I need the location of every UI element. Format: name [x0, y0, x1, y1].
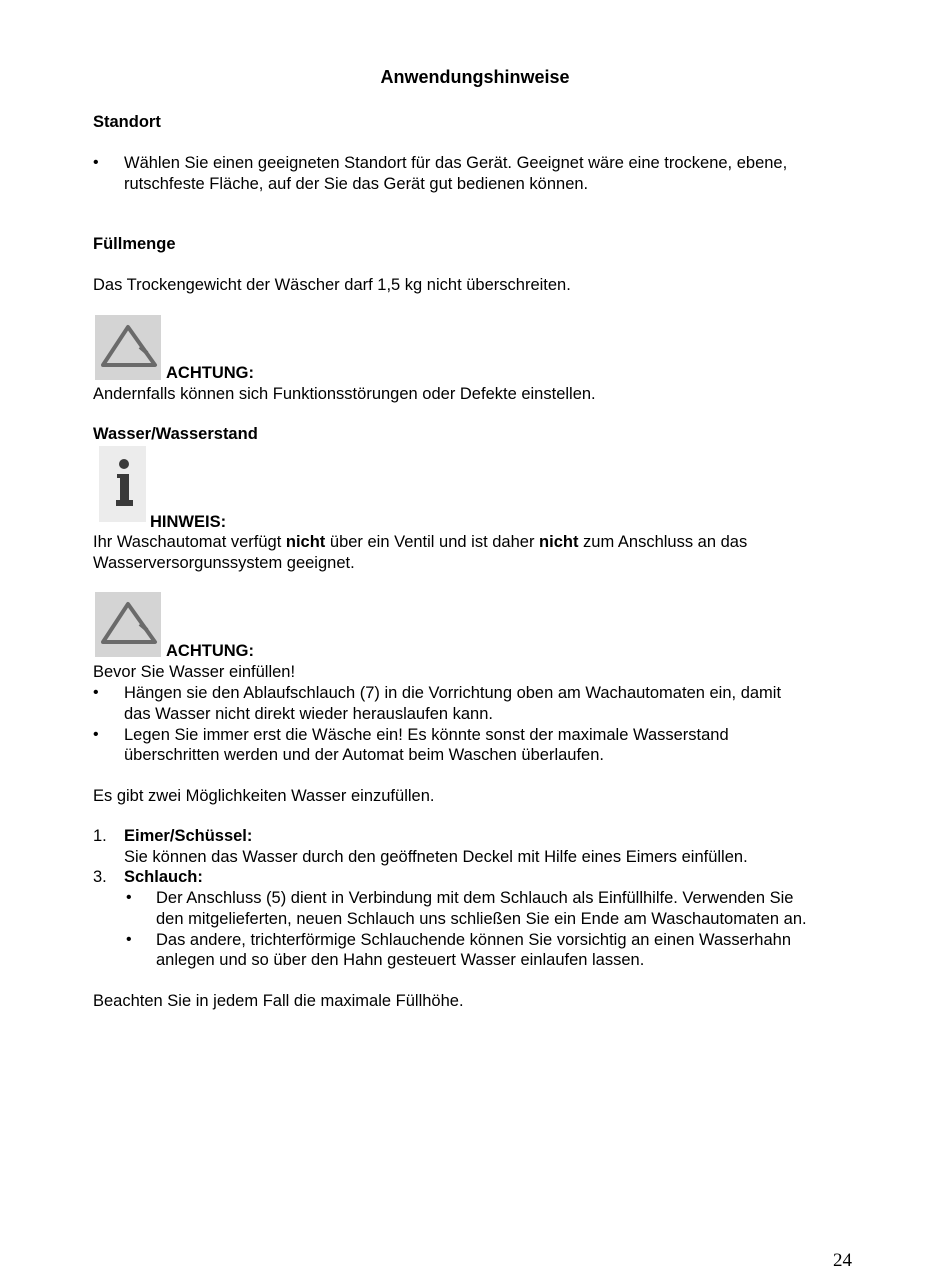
schlauch-sub2-line1: Das andere, trichterförmige Schlauchende können Sie vorsichtig an einen Wasserhahn — [156, 931, 792, 949]
section-heading-wasser: Wasser/Wasserstand — [93, 425, 258, 443]
page-number: 24 — [833, 1250, 852, 1271]
bullet-marker: • — [126, 889, 132, 906]
closing-text: Beachten Sie in jedem Fall die maximale Füllhöhe. — [93, 992, 464, 1010]
warning-bullet2-line1: Legen Sie immer erst die Wäsche ein! Es könnte sonst der maximale Wasserstand — [124, 726, 729, 744]
bullet-marker: • — [93, 726, 99, 743]
option-label-schlauch: Schlauch: — [124, 868, 203, 886]
hint-text-part: zum Anschluss an das — [578, 533, 748, 551]
fuellmenge-text: Das Trockengewicht der Wäscher darf 1,5 kg nicht überschreiten. — [93, 276, 571, 294]
hint-text-part: Ihr Waschautomat verfügt — [93, 533, 286, 551]
hint-emphasis: nicht — [285, 533, 326, 551]
hint-label: HINWEIS: — [150, 513, 227, 531]
info-icon — [99, 446, 146, 522]
option-label-eimer: Eimer/Schüssel: — [124, 827, 253, 845]
hint-emphasis: nicht — [539, 533, 579, 551]
hint-text-part: über ein Ventil und ist daher — [325, 533, 540, 551]
section-heading-fuellmenge: Füllmenge — [93, 235, 176, 253]
bullet-marker: • — [93, 684, 99, 701]
warning-intro: Bevor Sie Wasser einfüllen! — [93, 663, 296, 681]
warning-bullet1-line2: das Wasser nicht direkt wieder herauslaufen kann. — [124, 705, 493, 723]
schlauch-sub1-line2: den mitgelieferten, neuen Schlauch uns schließen Sie ein Ende am Waschautomaten an. — [156, 910, 807, 928]
bullet-marker: • — [93, 154, 99, 171]
section-heading-standort: Standort — [93, 113, 161, 131]
warning-bullet2-line2: überschritten werden und der Automat beim Waschen überlaufen. — [124, 746, 604, 764]
list-number: 3. — [93, 868, 107, 886]
standort-text-line1: Wählen Sie einen geeigneten Standort für das Gerät. Geeignet wäre eine trockene, ebene, — [124, 154, 788, 172]
schlauch-sub1-line1: Der Anschluss (5) dient in Verbindung mit dem Schlauch als Einfüllhilfe. Verwenden Sie — [156, 889, 794, 907]
schlauch-sub2-line2: anlegen und so über den Hahn gesteuert Wasser einlaufen lassen. — [156, 951, 645, 969]
option-text-eimer: Sie können das Wasser durch den geöffneten Deckel mit Hilfe eines Eimers einfüllen. — [124, 848, 748, 866]
warning-bullet1-line1: Hängen sie den Ablaufschlauch (7) in die Vorrichtung oben am Wachautomaten ein, damit — [124, 684, 782, 702]
list-number: 1. — [93, 827, 107, 845]
hint-text-line1 — [93, 532, 747, 552]
warning-label: ACHTUNG: — [166, 364, 254, 382]
bullet-marker: • — [126, 931, 132, 948]
standort-text-line2: rutschfeste Fläche, auf der Sie das Gerät gut bedienen können. — [124, 175, 589, 193]
options-intro: Es gibt zwei Möglichkeiten Wasser einzufüllen. — [93, 787, 435, 805]
warning-triangle-icon — [95, 592, 161, 657]
hint-text-line2: Wasserversorgunssystem geeignet. — [93, 554, 355, 572]
warning-triangle-icon — [95, 315, 161, 380]
warning-label: ACHTUNG: — [166, 642, 254, 660]
warning-text: Andernfalls können sich Funktionsstörungen oder Defekte einstellen. — [93, 385, 596, 403]
page-title: Anwendungshinweise — [380, 67, 570, 87]
